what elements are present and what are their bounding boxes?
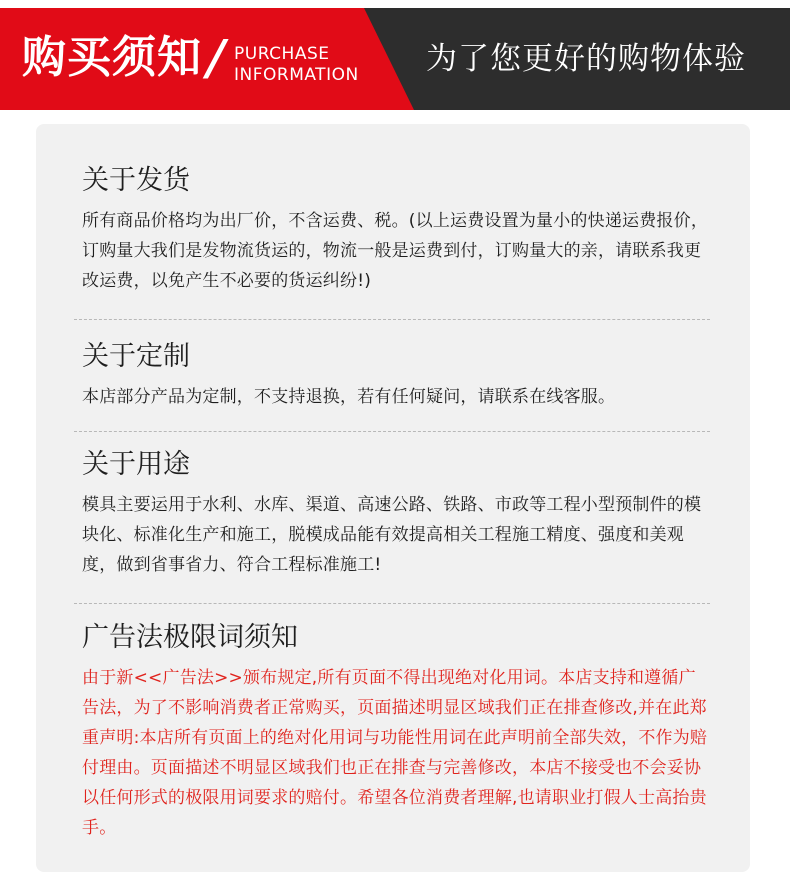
section-title: 关于发货 — [82, 165, 190, 196]
section-usage — [82, 446, 710, 580]
banner-slash: / — [201, 30, 231, 86]
section-title: 关于定制 — [82, 341, 190, 372]
banner-slogan: 为了您更好的购物体验 — [426, 41, 746, 77]
banner-en-line2: INFORMATION — [234, 65, 359, 85]
info-card — [36, 124, 750, 872]
section-body: 模具主要运用于水利、水库、渠道、高速公路、铁路、市政等工程小型预制件的模块化、标准化生产和施工，脱模成品能有效提高相关工程施工精度、强度和美观度，做到省事省力、符合工程标准施工! — [82, 495, 702, 575]
section-custom — [82, 338, 710, 412]
banner-en-line1: PURCHASE — [234, 44, 330, 64]
header-banner — [0, 8, 790, 110]
section-body: 所有商品价格均为出厂价，不含运费、税。(以上运费设置为量小的快递运费报价，订购量大我们是发物流货运的，物流一般是运费到付，订购量大的亲，请联系我更改运费，以免产生不必要的货运纠纷!) — [82, 211, 709, 291]
section-divider — [74, 431, 710, 432]
section-title: 关于用途 — [82, 449, 190, 480]
section-shipping — [82, 162, 710, 296]
banner-english-subtitle — [234, 44, 359, 86]
section-divider — [74, 319, 710, 320]
section-body: 本店部分产品为定制，不支持退换，若有任何疑问，请联系在线客服。 — [82, 387, 616, 407]
section-divider — [74, 603, 710, 604]
section-title: 广告法极限词须知 — [82, 622, 298, 653]
banner-title: 购买须知 — [22, 32, 202, 83]
section-body-warning: 由于新<<广告法>>颁布规定,所有页面不得出现绝对化用词。本店支持和遵循广告法，为了不影响消费者正常购买，页面描述明显区域我们正在排查修改,并在此郑重声明:本店所有页面上的绝对化用词与功能性用词在此声明前全部失效，不作为赔付理由。页面描述不明显区域我们也正在排查与完善修改，本店不接受也不会妥协以任何形式的极限用词要求的赔付。希望各位消费者理解,也请职业打假人士高抬贵手。 — [82, 668, 708, 838]
section-ad-law — [82, 619, 710, 843]
